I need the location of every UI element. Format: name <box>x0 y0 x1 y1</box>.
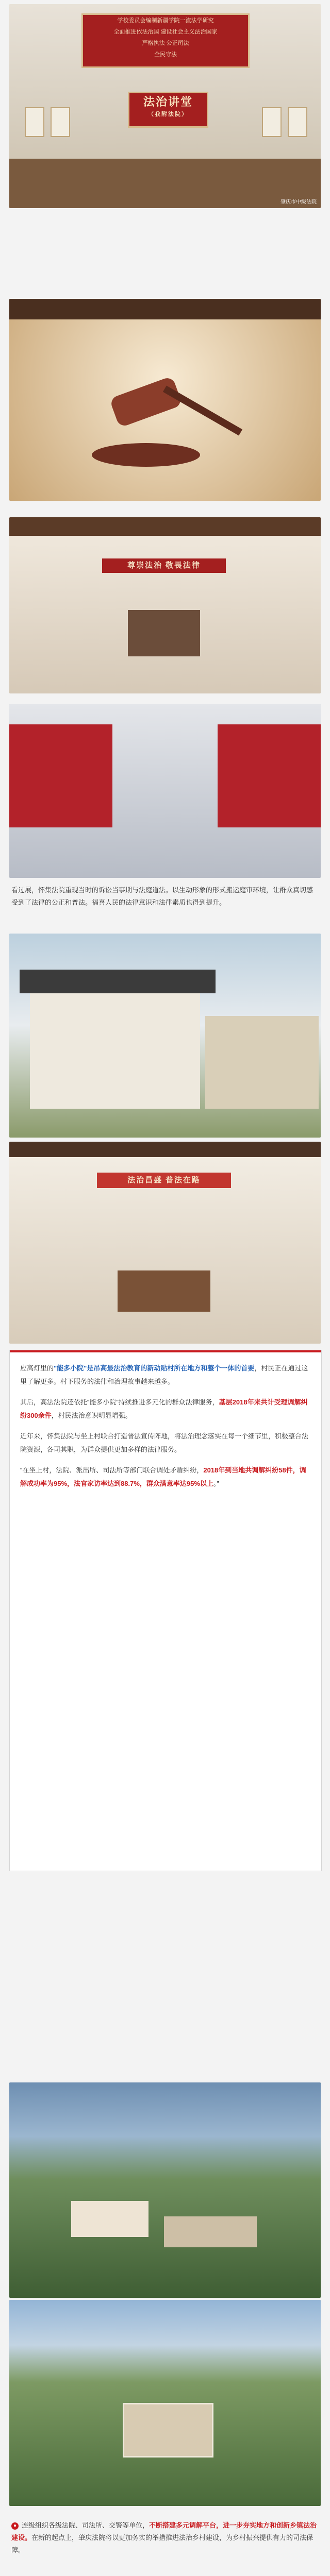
wall-slogan: 法治昌盛 普法在路 <box>97 1173 231 1188</box>
summary-pre: 连级组织各级法院、司法所、交警等单位， <box>22 2521 150 2529</box>
paragraph-1: 看过展，怀集法院重现当时的诉讼当事期与法庭道法。以生动形象的形式搬运庭审环境，让群众真切感受到了法律的公正和普法。福喜人民的法律意识和法律素质也得到提升。 <box>11 886 314 906</box>
card-para-2-post: ，村民法治意识明显增强。 <box>51 1412 132 1419</box>
photo-aerial-village <box>9 2082 321 2298</box>
sound-block <box>92 443 200 467</box>
photo-courtroom-banner <box>9 4 321 208</box>
wall-bg <box>9 1142 321 1344</box>
watermark: 肇庆市中级法院 <box>280 199 317 205</box>
gallery-frame <box>262 107 282 137</box>
wooden-bench <box>9 159 321 208</box>
card-para-1 <box>20 1362 311 1388</box>
court-sign-title: 法治讲堂 <box>143 95 193 108</box>
card-para-4-post: 。” <box>213 1480 219 1487</box>
article-card <box>9 1350 322 1871</box>
summary-hl: 不断搭建多元调解平台，进一步夯实地方和创新乡镇法治建设。 <box>11 2521 317 2541</box>
card-para-3: 近年来，怀集法院与坐上村联合打造普法宣传阵地，将法治理念落实在每一个细节里，积极整合法院资源，各司其职，为群众提供更加多样的法律服务。 <box>20 1432 309 1453</box>
card-para-1-hl: "能多小院"是吊高最法治教育的新动贴村所在地方和整个一体的首要 <box>54 1364 255 1372</box>
summary-post: 在新的起点上，肇庆法院将以更加务实的举措推进法治乡村建设，为乡村振兴提供有力的司法保障。 <box>11 2534 314 2554</box>
card-body <box>20 1362 311 1490</box>
ceiling-beam <box>9 299 321 319</box>
pin-icon: ● <box>11 2522 19 2530</box>
card-para-1-pre: 应高灯里的 <box>20 1364 54 1372</box>
wall-slogan: 尊崇法治 敬畏法律 <box>102 558 226 573</box>
card-para-2-hl: 基层2018年来共计受理调解纠纷300余件 <box>20 1398 308 1419</box>
card-para-4 <box>20 1464 311 1490</box>
photo-mediation-room <box>9 1142 321 1344</box>
court-sign <box>128 92 208 128</box>
card-top-rule <box>10 1350 321 1352</box>
card-para-4-pre: “在坐上村，法院、派出所、司法所等部门联合调处矛盾纠纷， <box>20 1466 204 1474</box>
village-block <box>164 2216 257 2247</box>
photo-aerial-courtyard <box>9 2300 321 2506</box>
court-sign-sub: （我附法院） <box>148 111 188 117</box>
card-para-1-post: ，村民正在通过这里了解更多。村下服务的法律和治理故事越来越多。 <box>20 1364 308 1385</box>
building-side <box>205 1016 319 1109</box>
ceiling-beam <box>9 517 321 536</box>
village-block <box>71 2201 148 2237</box>
card-para-2-pre: 其后，高法法院还依托“能多小院”持续推进多元化的群众法律服务， <box>20 1398 219 1406</box>
card-para-4-hl: 2018年到当地共调解纠纷58件，调解成功率为95%，法官家访率达到88.7%，群众满意率达95%以上 <box>20 1466 306 1487</box>
gallery-frame <box>288 107 307 137</box>
gallery-frame <box>25 107 44 137</box>
aerial-bg <box>9 2082 321 2298</box>
photo-village-building <box>9 934 321 1138</box>
judge-desk <box>128 610 200 656</box>
wall-bg <box>9 517 321 693</box>
photo-courtroom-interior <box>9 517 321 693</box>
photo-exhibit-boards <box>9 704 321 878</box>
building-wall <box>30 990 200 1109</box>
card-para-2 <box>20 1396 311 1422</box>
ceiling-beam <box>9 1142 321 1157</box>
mediation-table <box>118 1270 210 1312</box>
top-red-banner: 学校委员会编制新疆学院一流法学研究 全面推进依法治国 建设社会主义法治国家 严格执法 公正司法 全民守法 <box>81 13 250 68</box>
summary-block <box>11 2519 319 2556</box>
photo-gavel <box>9 299 321 501</box>
gallery-frame <box>51 107 70 137</box>
courtyard <box>123 2403 213 2458</box>
exhibit-board-right <box>218 724 321 827</box>
roof <box>20 970 216 993</box>
exhibit-board-left <box>9 724 112 827</box>
